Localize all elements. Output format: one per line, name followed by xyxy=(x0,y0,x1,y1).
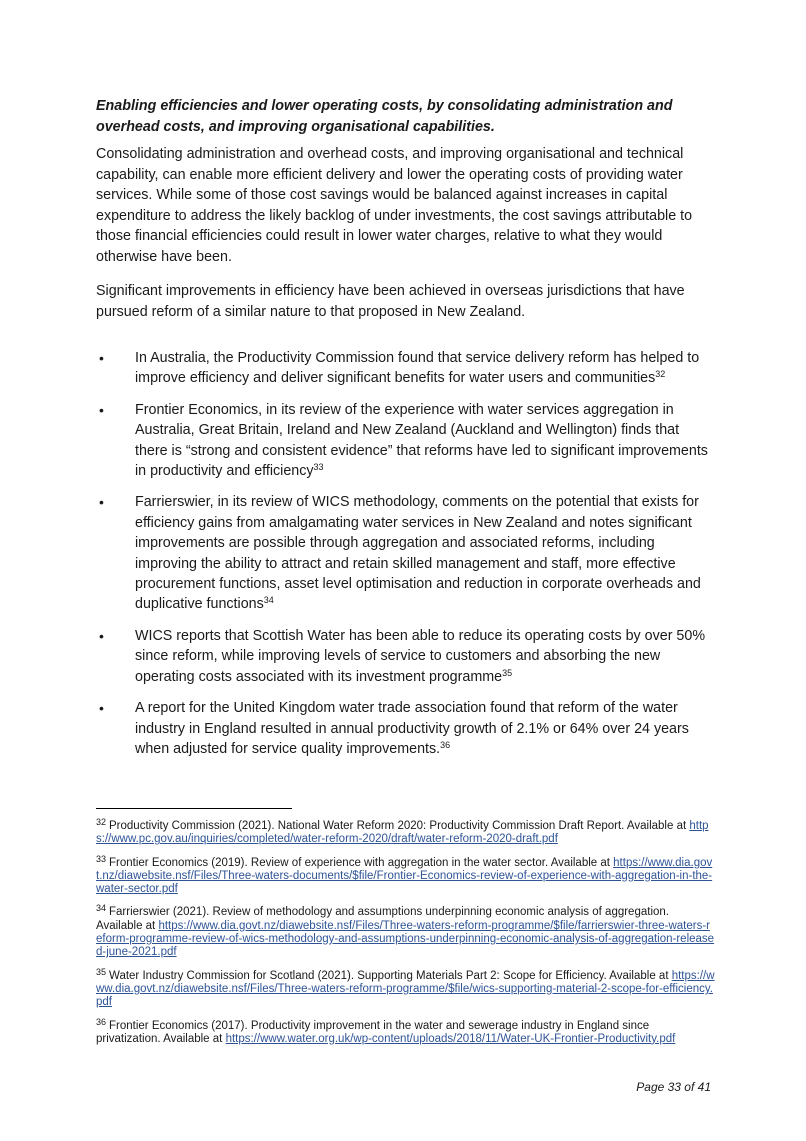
footnote-number: 35 xyxy=(96,966,107,977)
page-number: Page 33 of 41 xyxy=(636,1080,711,1094)
footnote-ref[interactable]: 33 xyxy=(313,462,324,473)
footnotes xyxy=(96,808,716,1052)
section-heading: Enabling efficiencies and lower operating costs, by consolidating administration and overhead costs, and improving organisational capabilities. xyxy=(96,98,673,135)
footnote-number: 36 xyxy=(96,1016,107,1027)
paragraph-consolidation: Consolidating administration and overhead costs, and improving organisational and technical capability, can enable more efficient delivery and lower the operating costs of providing water services. While some of those cost savings would be balanced against increases in capital expenditure to address the likely backlog of under investments, the cost savings attributable to those financial efficiencies could result in lower water charges, relative to what they would otherwise have been. xyxy=(96,146,693,265)
footnote xyxy=(96,902,716,959)
footnote-ref[interactable]: 35 xyxy=(502,667,513,678)
footnote-link[interactable]: https://www.dia.govt.nz/diawebsite.nsf/Files/Three-waters-reform-programme/$file/farrierswier-three-waters-reform-programme-review-of-wics-methodology-and-assumptions-underpinning-economic-analysis-of-aggregation-released-june-2021.pdf xyxy=(96,919,715,959)
footnote xyxy=(96,1016,716,1047)
footnote-text: Frontier Economics (2019). Review of experience with aggregation in the water sector. Available at xyxy=(109,856,614,869)
bullet-icon: • xyxy=(99,627,104,644)
list-item xyxy=(96,626,712,687)
footnote-ref[interactable]: 36 xyxy=(440,739,451,750)
bullet-icon: • xyxy=(99,494,104,511)
footnote xyxy=(96,816,716,847)
footnote-text: Frontier Economics (2017). Productivity improvement in the water and sewerage industry in England since privatization. Available at xyxy=(96,1019,650,1045)
footnote-link[interactable]: https://www.dia.govt.nz/diawebsite.nsf/Files/Three-waters-reform-programme/$file/wics-supporting-material-2-scope-for-efficiency.pdf xyxy=(96,969,715,1009)
footnote-text: Productivity Commission (2021). National Water Reform 2020: Productivity Commission Draft Report. Available at xyxy=(109,820,690,832)
footnote-link[interactable]: https://www.dia.govt.nz/diawebsite.nsf/Files/Three-waters-documents/$file/Frontier-Economics-review-of-experience-with-aggregation-in-the-water-sector.pdf xyxy=(96,856,713,896)
list-item-text: WICS reports that Scottish Water has been able to reduce its operating costs by over 50% since reform, while improving levels of service to customers and absorbing the new operating costs associated with its investment programme xyxy=(135,627,706,685)
list-item-text: In Australia, the Productivity Commission found that service delivery reform has helped to improve efficiency and deliver significant benefits for water users and communities xyxy=(135,350,700,387)
bullet-icon: • xyxy=(99,401,104,418)
footnote xyxy=(96,853,716,897)
footnote-text: Water Industry Commission for Scotland (2021). Supporting Materials Part 2: Scope for Efficiency. Available at xyxy=(109,969,672,982)
list-item-text: Frontier Economics, in its review of the experience with water services aggregation in Australia, Great Britain, Ireland and New Zealand (Auckland and Wellington) finds that there is “strong and consistent evidence” that reforms have led to significant improvements in productivity and efficiency xyxy=(135,401,708,480)
footnote-ref[interactable]: 34 xyxy=(263,595,274,606)
footnote-number: 33 xyxy=(96,853,107,864)
evidence-list xyxy=(96,348,712,759)
footnote-text: Farrierswier (2021). Review of methodology and assumptions underpinning economic analysis of aggregation. Available at xyxy=(96,906,669,932)
paragraph-overseas: Significant improvements in efficiency have been achieved in overseas jurisdictions that have pursued reform of a similar nature to that proposed in New Zealand. xyxy=(96,283,685,320)
footnote-number: 34 xyxy=(96,903,107,914)
footnote-link[interactable]: https://www.water.org.uk/wp-content/uploads/2018/11/Water-UK-Frontier-Productivity.pdf xyxy=(225,1032,676,1045)
bullet-icon: • xyxy=(99,700,104,717)
list-item-text: Farrierswier, in its review of WICS methodology, comments on the potential that exists for efficiency gains from amalgamating water services in New Zealand and notes significant improvements are possible through aggregation and associated reforms, including improving the ability to attract and retain skilled management and staff, more effective procurement functions, asset level optimisation and reduction in corporate overheads and duplicative functions xyxy=(135,494,701,613)
footnote-number: 32 xyxy=(96,817,107,827)
footnote-divider xyxy=(96,808,292,809)
footnote-ref[interactable]: 32 xyxy=(655,369,666,380)
list-item xyxy=(96,400,712,482)
footnote xyxy=(96,966,716,1010)
list-item-text: A report for the United Kingdom water trade association found that reform of the water industry in England resulted in annual productivity growth of 2.1% or 64% over 24 years when adjusted for service quality improvements. xyxy=(135,700,689,757)
list-item xyxy=(96,348,712,389)
footnote-link[interactable]: https://www.pc.gov.au/inquiries/completed/water-reform-2020/draft/water-reform-2020-draft.pdf xyxy=(96,820,709,846)
bullet-icon: • xyxy=(99,350,104,366)
list-item xyxy=(96,492,712,614)
main-content xyxy=(96,96,712,770)
list-item xyxy=(96,698,712,759)
